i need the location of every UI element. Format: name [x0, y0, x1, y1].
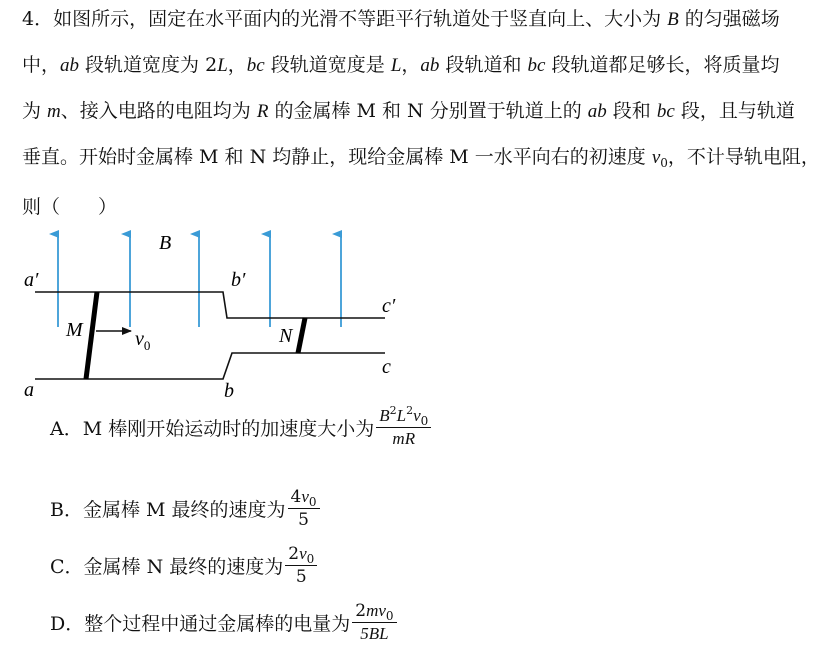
rod-N: [298, 318, 305, 353]
stem-line-3: 为 m、接入电路的电阻均为 R 的金属棒 M 和 N 分别置于轨道上的 ab 段和 bc 段，且与轨道: [22, 100, 795, 122]
option-C-text: 金属棒 N 最终的速度为: [83, 556, 284, 578]
label-c-prime: c′: [382, 295, 396, 317]
option-D-letter: D．: [50, 613, 85, 635]
option-D-text: 整个过程中通过金属棒的电量为: [84, 613, 351, 635]
upper-rail: [35, 292, 385, 318]
answer-blank: [60, 196, 98, 218]
label-rod-M: M: [66, 319, 83, 341]
option-C-letter: C．: [50, 556, 84, 578]
label-c: c: [382, 356, 391, 378]
option-A-letter: A．: [50, 418, 83, 440]
label-b-prime: b′: [231, 269, 246, 291]
option-A-fraction: $\frac{B^2L^2v_0}{mR}$: [376, 406, 431, 449]
field-label: B: [159, 232, 172, 254]
option-B[interactable]: [50, 487, 320, 530]
stem-line-2: 中，ab 段轨道宽度为 2L，bc 段轨道宽度是 L，ab 段轨道和 bc 段轨道都足够长，将质量均: [22, 54, 780, 76]
label-a-prime: a′: [24, 269, 39, 291]
question-number: 4．: [22, 8, 54, 30]
option-C[interactable]: [50, 544, 317, 587]
label-rod-N: N: [279, 325, 293, 347]
option-B-letter: B．: [50, 499, 83, 521]
label-b: b: [224, 380, 234, 402]
stem-line-5: 则（ ）: [22, 196, 118, 218]
option-D-fraction: $\frac{2mv_0}{5BL}$: [352, 601, 396, 644]
label-velocity: $v_0$: [135, 328, 151, 353]
stem-line-4: 垂直。开始时金属棒 M 和 N 均静止，现给金属棒 M 一水平向右的初速度 $v_0$，不计导轨电阻，: [22, 146, 820, 170]
rail-diagram: [0, 220, 801, 410]
option-B-fraction: $\frac{4v_0}{5}$: [288, 487, 320, 530]
rod-M: [86, 292, 97, 379]
option-B-text: 金属棒 M 最终的速度为: [82, 499, 286, 521]
label-a: a: [24, 379, 34, 401]
option-A[interactable]: [50, 406, 431, 449]
stem-line-1: 4．如图所示，固定在水平面内的光滑不等距平行轨道处于竖直向上、大小为 B 的匀强磁场: [22, 8, 780, 30]
option-C-fraction: $\frac{2v_0}{5}$: [285, 544, 317, 587]
option-D[interactable]: [50, 601, 397, 644]
option-A-text: M 棒刚开始运动时的加速度大小为: [82, 418, 375, 440]
